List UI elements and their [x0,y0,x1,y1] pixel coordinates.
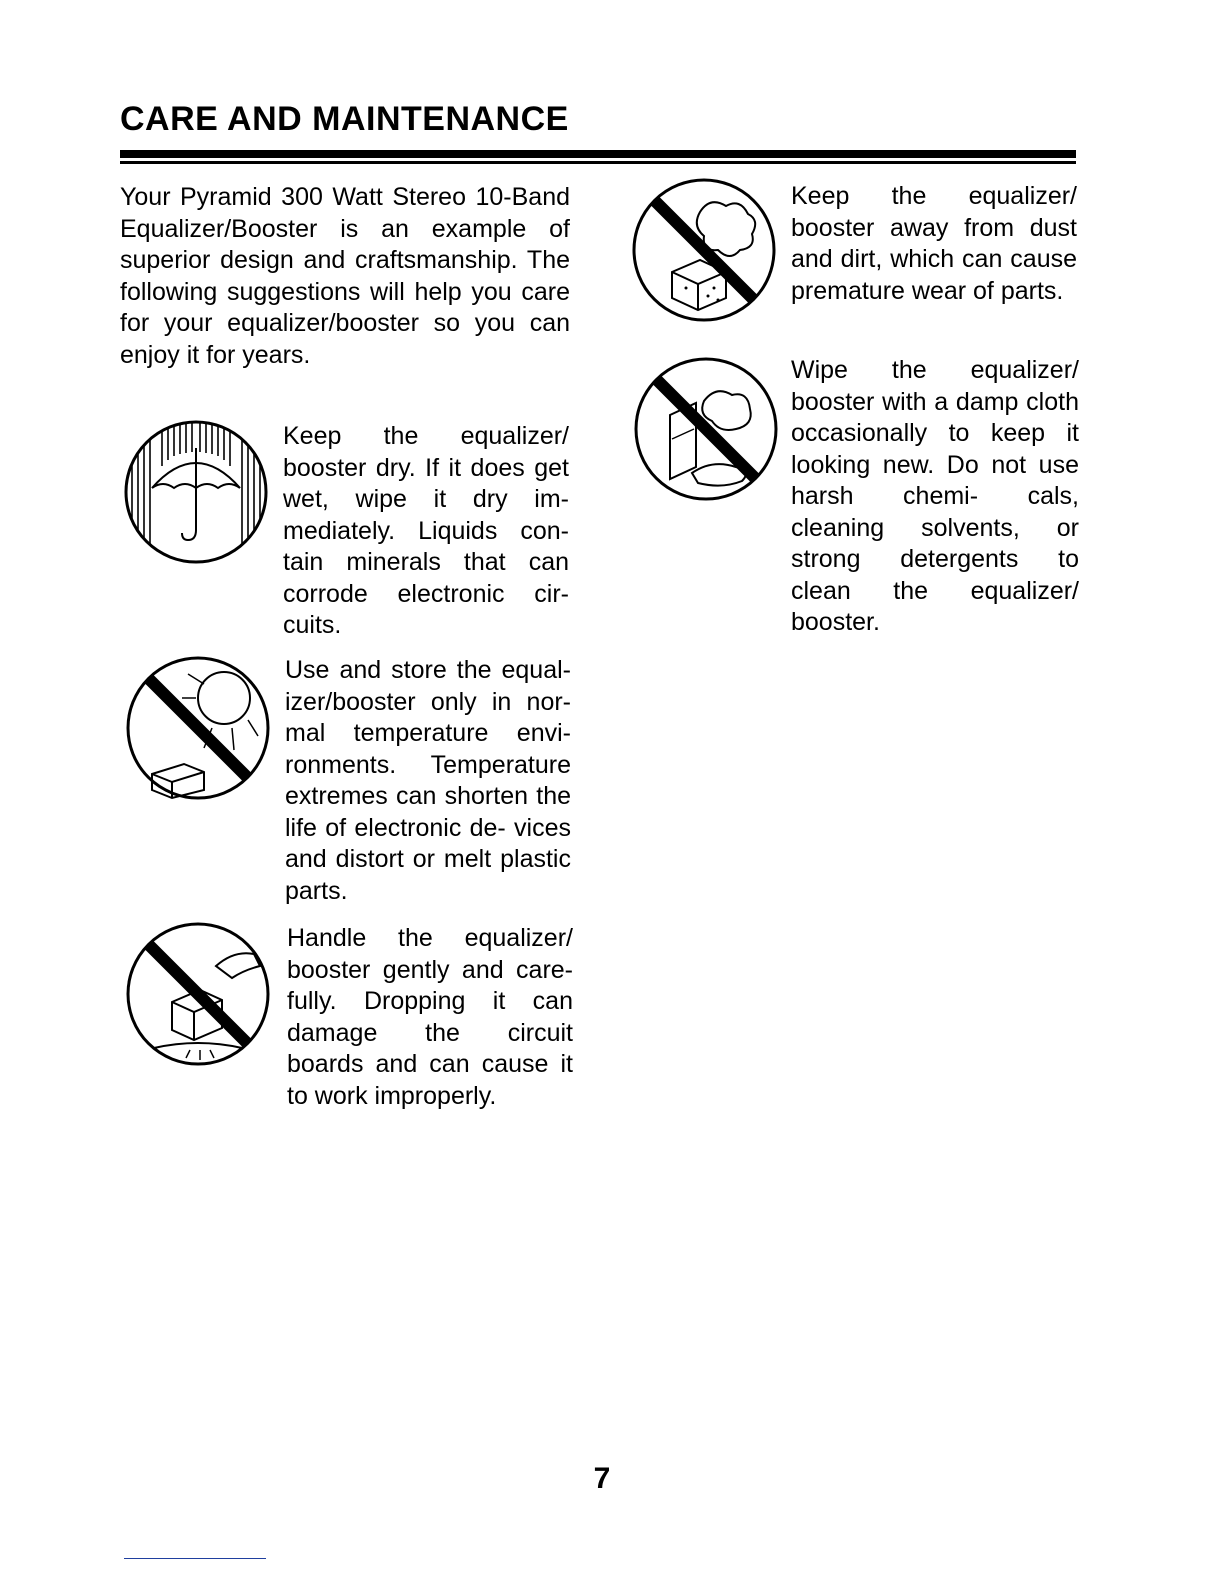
title-rule-thick [120,150,1076,158]
tip-away-from-dust: Keep the equalizer/ booster away from dust and dirt, which can cause premature wear of parts. [791,182,1077,305]
tip-handle-gently: Handle the equalizer/ booster gently and care- fully. Dropping it can damage the circuit boards and can cause it to work improperly. [287,924,573,1110]
no-extreme-temperature-icon [124,654,272,802]
page-title: CARE AND MAINTENANCE [120,100,569,138]
tip-wipe-damp-cloth: Wipe the equalizer/ booster with a damp cloth occasionally to keep it looking new. Do not use harsh chemi- cals, cleaning solvents, or strong detergents to clean the equalizer/ booster. [791,356,1079,636]
umbrella-icon [122,418,270,566]
tip-normal-temperature: Use and store the equal- izer/booster only in nor- mal temperature envi- ronments. Temperature extremes can shorten the life of electronic de- vices and distort or melt plastic parts. [285,656,571,905]
no-harsh-chemicals-icon [632,355,780,503]
no-dropping-icon [124,920,272,1068]
intro-paragraph: Your Pyramid 300 Watt Stereo 10-Band Equalizer/Booster is an example of superior design and craftsmanship. The following suggestions will help you care for your equalizer/booster so you can enjoy it for years. [120,183,570,369]
page-number: 7 [593,1462,611,1495]
tip-keep-dry: Keep the equalizer/ booster dry. If it does get wet, wipe it dry im- mediately. Liquids con- tain minerals that can corrode electronic cir- cuits. [283,422,569,639]
title-rule-thin [120,161,1076,164]
no-dust-icon [630,176,778,324]
footer-rule [124,1558,266,1559]
